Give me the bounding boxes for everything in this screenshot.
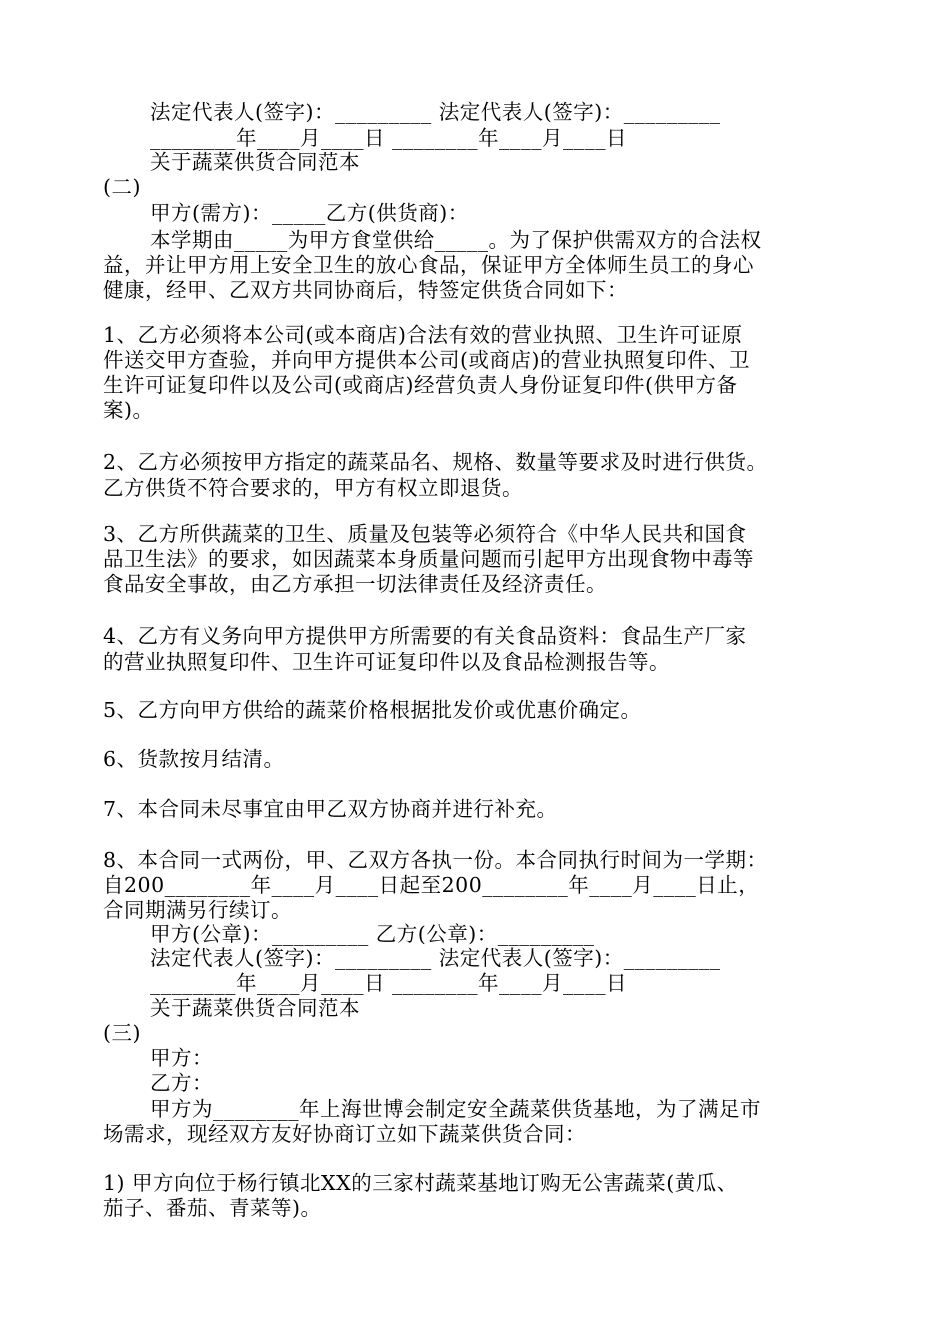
- clause-line: 3、乙方所供蔬菜的卫生、质量及包装等必须符合《中华人民共和国食: [103, 522, 747, 546]
- clause-line: 7、本合同未尽事宜由甲乙双方协商并进行补充。: [103, 797, 558, 821]
- parties-line: 甲方(需方)：_____乙方(供货商)：: [150, 201, 469, 225]
- section-title: 关于蔬菜供货合同范本: [150, 150, 360, 174]
- clause-line: 6、货款按月结清。: [103, 747, 285, 771]
- section-number: (二): [103, 175, 141, 199]
- clause-line: 案)。: [103, 398, 154, 422]
- clause-line: 的营业执照复印件、卫生许可证复印件以及食品检测报告等。: [103, 650, 670, 674]
- clause-line: 自200________年____月____日起至200________年____月____日止，: [103, 873, 760, 897]
- intro-line: 本学期由_____为甲方食堂供给_____。为了保护供需双方的合法权: [150, 228, 762, 252]
- intro-line: 益，并让甲方用上安全卫生的放心食品，保证甲方全体师生员工的身心: [103, 253, 754, 277]
- party-a-line: 甲方：: [150, 1046, 213, 1070]
- representative-signature-line: 法定代表人(签字)：_________ 法定代表人(签字)：_________: [150, 100, 721, 124]
- clause-line: 乙方供货不符合要求的，甲方有权立即退货。: [103, 476, 523, 500]
- section-title: 关于蔬菜供货合同范本: [150, 996, 360, 1020]
- clause-line: 1) 甲方向位于杨行镇北XX的三家村蔬菜基地订购无公害蔬菜(黄瓜、: [103, 1171, 738, 1195]
- clause-line: 茄子、番茄、青菜等)。: [103, 1196, 322, 1220]
- representative-signature-line: 法定代表人(签字)：_________ 法定代表人(签字)：_________: [150, 946, 721, 970]
- clause-line: 4、乙方有义务向甲方提供甲方所需要的有关食品资料：食品生产厂家: [103, 624, 747, 648]
- intro-line: 健康，经甲、乙双方共同协商后，特签定供货合同如下：: [103, 278, 628, 302]
- clause-line: 1、乙方必须将本公司(或本商店)合法有效的营业执照、卫生许可证原: [103, 323, 743, 347]
- clause-line: 件送交甲方查验，并向甲方提供本公司(或商店)的营业执照复印件、卫: [103, 348, 750, 372]
- signature-date-line: ________年____月____日 ________年____月____日: [150, 126, 628, 150]
- clause-line: 8、本合同一式两份，甲、乙双方各执一份。本合同执行时间为一学期：: [103, 848, 768, 872]
- clause-line: 生许可证复印件以及公司(或商店)经营负责人身份证复印件(供甲方备: [103, 373, 738, 397]
- intro-line: 甲方为________年上海世博会制定安全蔬菜供货基地，为了满足市: [150, 1097, 761, 1121]
- party-b-line: 乙方：: [150, 1071, 213, 1095]
- signature-date-line: ________年____月____日 ________年____月____日: [150, 971, 628, 995]
- clause-line: 食品安全事故，由乙方承担一切法律责任及经济责任。: [103, 572, 607, 596]
- clause-line: 5、乙方向甲方供给的蔬菜价格根据批发价或优惠价确定。: [103, 698, 642, 722]
- section-number: (三): [103, 1021, 141, 1045]
- intro-line: 场需求，现经双方友好协商订立如下蔬菜供货合同：: [103, 1122, 586, 1146]
- clause-line: 品卫生法》的要求，如因蔬菜本身质量问题而引起甲方出现食物中毒等: [103, 547, 754, 571]
- seal-line: 甲方(公章)：_________ 乙方(公章)：_________: [150, 922, 595, 946]
- clause-line: 合同期满另行续订。: [103, 898, 292, 922]
- clause-line: 2、乙方必须按甲方指定的蔬菜品名、规格、数量等要求及时进行供货。: [103, 450, 768, 474]
